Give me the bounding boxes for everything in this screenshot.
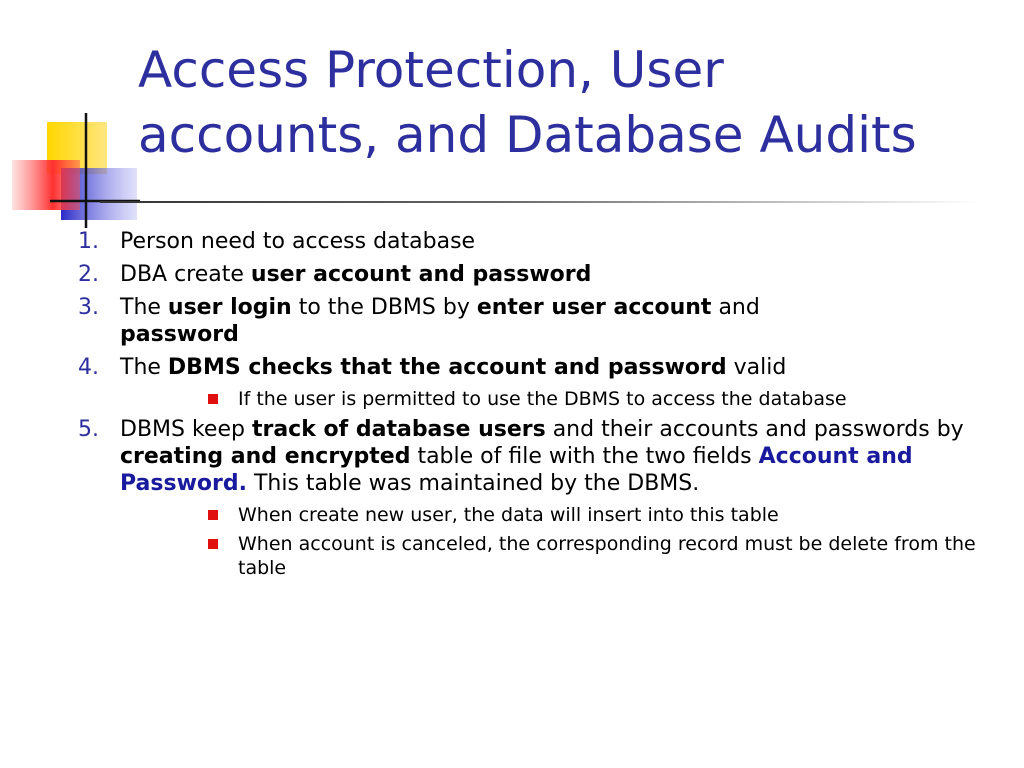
item-bold-text: DBMS checks that the account and password — [167, 355, 727, 380]
item-text: valid — [726, 355, 787, 380]
item-text: to the DBMS by — [291, 295, 477, 320]
list-item-4 — [78, 354, 998, 381]
sub-item-text: When account is canceled, the corresponding record must be delete from the table — [238, 533, 976, 579]
sub-item — [208, 532, 998, 580]
item-bold-text: enter user account — [476, 295, 712, 320]
slide-body — [78, 228, 998, 585]
decorative-squares — [0, 0, 140, 230]
list-item-1 — [78, 228, 998, 255]
list-item-3 — [78, 294, 998, 348]
red-square-bullet-icon — [208, 394, 218, 404]
sub-item — [208, 387, 998, 411]
slide-title — [138, 38, 1008, 168]
list-item-2 — [78, 261, 998, 288]
item-text: The — [120, 355, 168, 380]
item-bold-text: creating and encrypted — [120, 444, 411, 469]
red-square-bullet-icon — [208, 539, 218, 549]
item-number: 4. — [78, 355, 99, 380]
item-number: 3. — [78, 295, 99, 320]
item-text: DBMS keep — [120, 417, 252, 442]
item-bold-text: password — [120, 322, 239, 347]
item-number: 2. — [78, 262, 99, 287]
list-item-5 — [78, 416, 998, 497]
red-square-bullet-icon — [208, 510, 218, 520]
item-text: and — [711, 295, 760, 320]
item-highlight-text: Account and Password. — [120, 444, 913, 496]
item-text: This table was maintained by the DBMS. — [246, 471, 700, 496]
item-text: DBA create — [120, 262, 251, 287]
sub-item — [208, 503, 998, 527]
sub-item-text: When create new user, the data will insert into this table — [238, 504, 779, 526]
title-line-1: Access Protection, User — [138, 41, 724, 99]
item-bold-text: user login — [167, 295, 292, 320]
title-line-2: accounts, and Database Audits — [138, 106, 917, 164]
item-number: 1. — [78, 229, 99, 254]
item-text: Person need to access database — [120, 229, 476, 254]
sub-item-text: If the user is permitted to use the DBMS to access the database — [238, 388, 847, 410]
title-divider — [100, 201, 980, 203]
item-bold-text: track of database users — [251, 417, 546, 442]
item-text: table of file with the two fields — [410, 444, 759, 469]
item-number: 5. — [78, 417, 99, 442]
item-text: The — [120, 295, 168, 320]
item-bold-text: user account and password — [250, 262, 592, 287]
item-text: and their accounts and passwords by — [545, 417, 964, 442]
